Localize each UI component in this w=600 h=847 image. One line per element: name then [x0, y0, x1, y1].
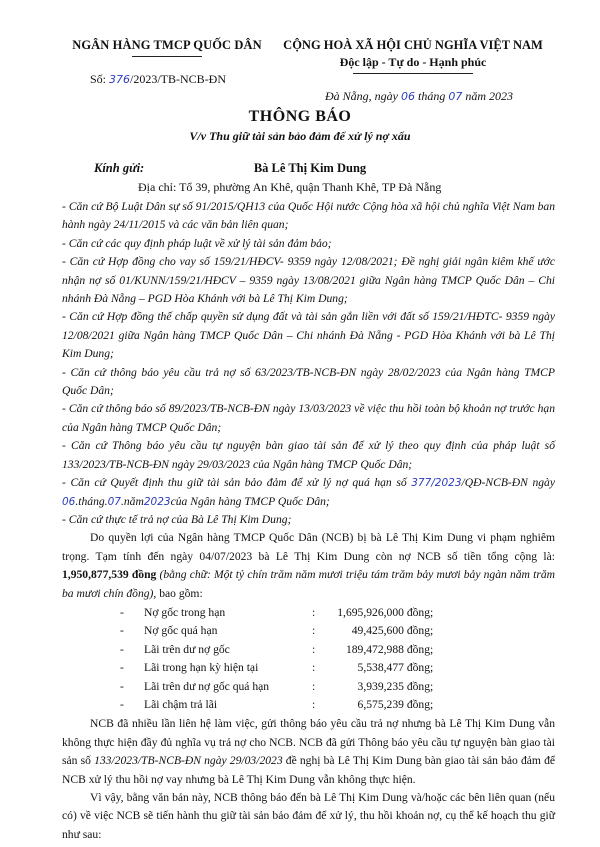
country-name: CỘNG HOÀ XÃ HỘI CHỦ NGHĨA VIỆT NAM [283, 38, 543, 52]
notice-body [62, 198, 555, 844]
decision-year-handwritten: 2023 [143, 495, 171, 508]
debt-row: - Nợ gốc quá hạn : 49,425,600 đồng; [120, 624, 434, 638]
issuer-underline [132, 56, 202, 57]
legal-basis-item: - Căn cứ Thông báo yêu cầu tự nguyện bàn giao tài sản để xử lý theo quy định của pháp luật số 133/2023/TB-NCB-ĐN ngày 29/03/2023 của Ngân hàng TMCP Quốc Dân; [62, 439, 555, 471]
handover-notice-ref: 133/2023/TB-NCB-ĐN ngày 29/03/2023 [94, 754, 283, 768]
recipient-address: Địa chỉ: Tổ 39, phường An Khê, quận Thanh Khê, TP Đà Nẵng [138, 180, 442, 194]
legal-basis-item: - Căn cứ các quy định pháp luật về xử lý tài sản đảm bảo; [62, 236, 332, 250]
recipient-name: Bà Lê Thị Kim Dung [253, 161, 367, 175]
document-subtitle: V/v Thu giữ tài sản bảo đảm để xử lý nợ xấu [189, 129, 411, 143]
legal-basis-item: - Căn cứ Hợp đồng cho vay số 159/21/HĐCV- 9359 ngày 12/08/2021; Đề nghị giải ngân kiêm khế ước nhận nợ số 01/KUNN/159/21/HĐCV – 9359 ngày 13/08/2021 giữa Ngân hàng TMCP Quốc Dân – Chi nhánh Đà Nẵng – PGD Hòa Khánh với bà Lê Thị Kim Dung; [62, 255, 555, 306]
motto-underline [353, 73, 473, 74]
issuer-header [62, 38, 272, 57]
docno-prefix: Số: [90, 72, 107, 86]
date-month-word: tháng [418, 89, 446, 103]
date-day-handwritten: 06 [401, 90, 415, 103]
date-month-handwritten: 07 [448, 90, 463, 103]
debt-row: - Lãi trên dư nợ gốc : 189,472,988 đồng; [120, 642, 434, 656]
national-motto: Độc lập - Tự do - Hạnh phúc [339, 55, 487, 69]
debt-breakdown-table [120, 604, 433, 714]
debt-row: - Lãi trong hạn kỳ hiện tại : 5,538,477 đồng; [120, 661, 434, 675]
date-year: năm 2023 [465, 89, 514, 103]
decision-month-handwritten: 07 [107, 495, 121, 508]
legal-basis-item: - Căn cứ Hợp đồng thế chấp quyền sử dụng đất và tài sản gắn liền với đất số 159/21/HĐTC- 9359 ngày 12/08/2021 giữa Ngân hàng TMCP Quốc Dân – Chi nhánh Đà Nẵng - PGD Hòa Khánh với bà Lê Thị Kim Dung; [62, 310, 555, 361]
total-amount: 1,950,877,539 đồng [62, 568, 157, 582]
docno-handwritten: 376 [109, 73, 131, 86]
document-title: THÔNG BÁO [248, 108, 352, 125]
issue-date [325, 89, 513, 104]
debt-paragraph: Do quyền lợi của Ngân hàng TMCP Quốc Dân (NCB) bị bà Lê Thị Kim Dung vi phạm nghiêm trọng. Tạm tính đến ngày 04/07/2023 bà Lê Thị Kim Dung còn nợ NCB số tiền tổng cộng là: 1,950,877,539 đồng (bằng chữ: Một tỷ chín trăm năm mươi triệu tám trăm bảy mươi bảy ngàn năm trăm ba mươi chín đồng), bao gồm: [62, 531, 555, 600]
debt-row: - Lãi chậm trả lãi : 6,575,239 đồng; [120, 697, 434, 711]
legal-basis-item: - Căn cứ thông báo số 89/2023/TB-NCB-ĐN ngày 13/03/2023 về việc thu hồi toàn bộ khoản nợ trước hạn của Ngân hàng TMCP Quốc Dân; [62, 402, 555, 434]
decision-day-handwritten: 06 [62, 495, 76, 508]
legal-basis-decision: - Căn cứ Quyết định thu giữ tài sản bảo đảm để xử lý nợ quá hạn số 377/2023/QĐ-NCB-ĐN ngày 06.tháng.07.năm2023của Ngân hàng TMCP Quốc Dân; [62, 476, 555, 508]
debt-row: - Nợ gốc trong hạn : 1,695,926,000 đồng; [120, 605, 434, 619]
national-header [278, 38, 548, 74]
non-compliance-paragraph: NCB đã nhiều lần liên hệ làm việc, gửi thông báo yêu cầu trả nợ nhưng bà Lê Thị Kim Dung vẫn không thực hiện đầy đủ nghĩa vụ trả nợ cho NCB. NCB đã gửi Thông báo yêu cầu tự nguyện bàn giao tài sản số 133/2023/TB-NCB-ĐN ngày 29/03/2023 đề nghị bà Lê Thị Kim Dung bàn giao tài sản bảo đảm để NCB xử lý thu hồi nợ vay nhưng bà Lê Thị Kim Dung vẫn không thực hiện. [62, 717, 556, 786]
decision-number-handwritten: 377/2023 [411, 477, 462, 490]
docno-suffix: /2023/TB-NCB-ĐN [130, 72, 227, 86]
total-in-words: (bằng chữ: Một tỷ chín trăm năm mươi triệu tám trăm bảy mươi bảy ngàn năm trăm ba mươi chín đồng) [62, 568, 555, 600]
date-place: Đà Nẵng, ngày [325, 89, 398, 103]
seizure-plan-paragraph: Vì vậy, bằng văn bản này, NCB thông báo đến bà Lê Thị Kim Dung và/hoặc các bên liên quan (nếu có) về việc NCB sẽ tiến hành thu giữ tài sản bảo đảm để xử lý, thu hồi khoản nợ, cụ thể kế hoạch thu giữ như sau: [62, 791, 555, 841]
legal-basis-item: - Căn cứ thông báo yêu cầu trả nợ số 63/2023/TB-NCB-ĐN ngày 28/02/2023 của Ngân hàng TMCP Quốc Dân; [62, 365, 555, 398]
legal-basis-item: - Căn cứ thực tế trả nợ của Bà Lê Thị Kim Dung; [62, 512, 292, 526]
debt-row: - Lãi trên dư nợ gốc quá hạn : 3,939,235 đồng; [120, 679, 434, 693]
document-number [90, 72, 226, 87]
legal-basis-item: - Căn cứ Bộ Luật Dân sự số 91/2015/QH13 của Quốc Hội nước Cộng hòa xã hội chủ nghĩa Việt Nam ban hành ngày 24/11/2015 và các văn bản liên quan; [62, 200, 555, 232]
issuer-name: NGÂN HÀNG TMCP QUỐC DÂN [72, 38, 262, 52]
kinh-gui-label: Kính gửi: [94, 161, 145, 175]
